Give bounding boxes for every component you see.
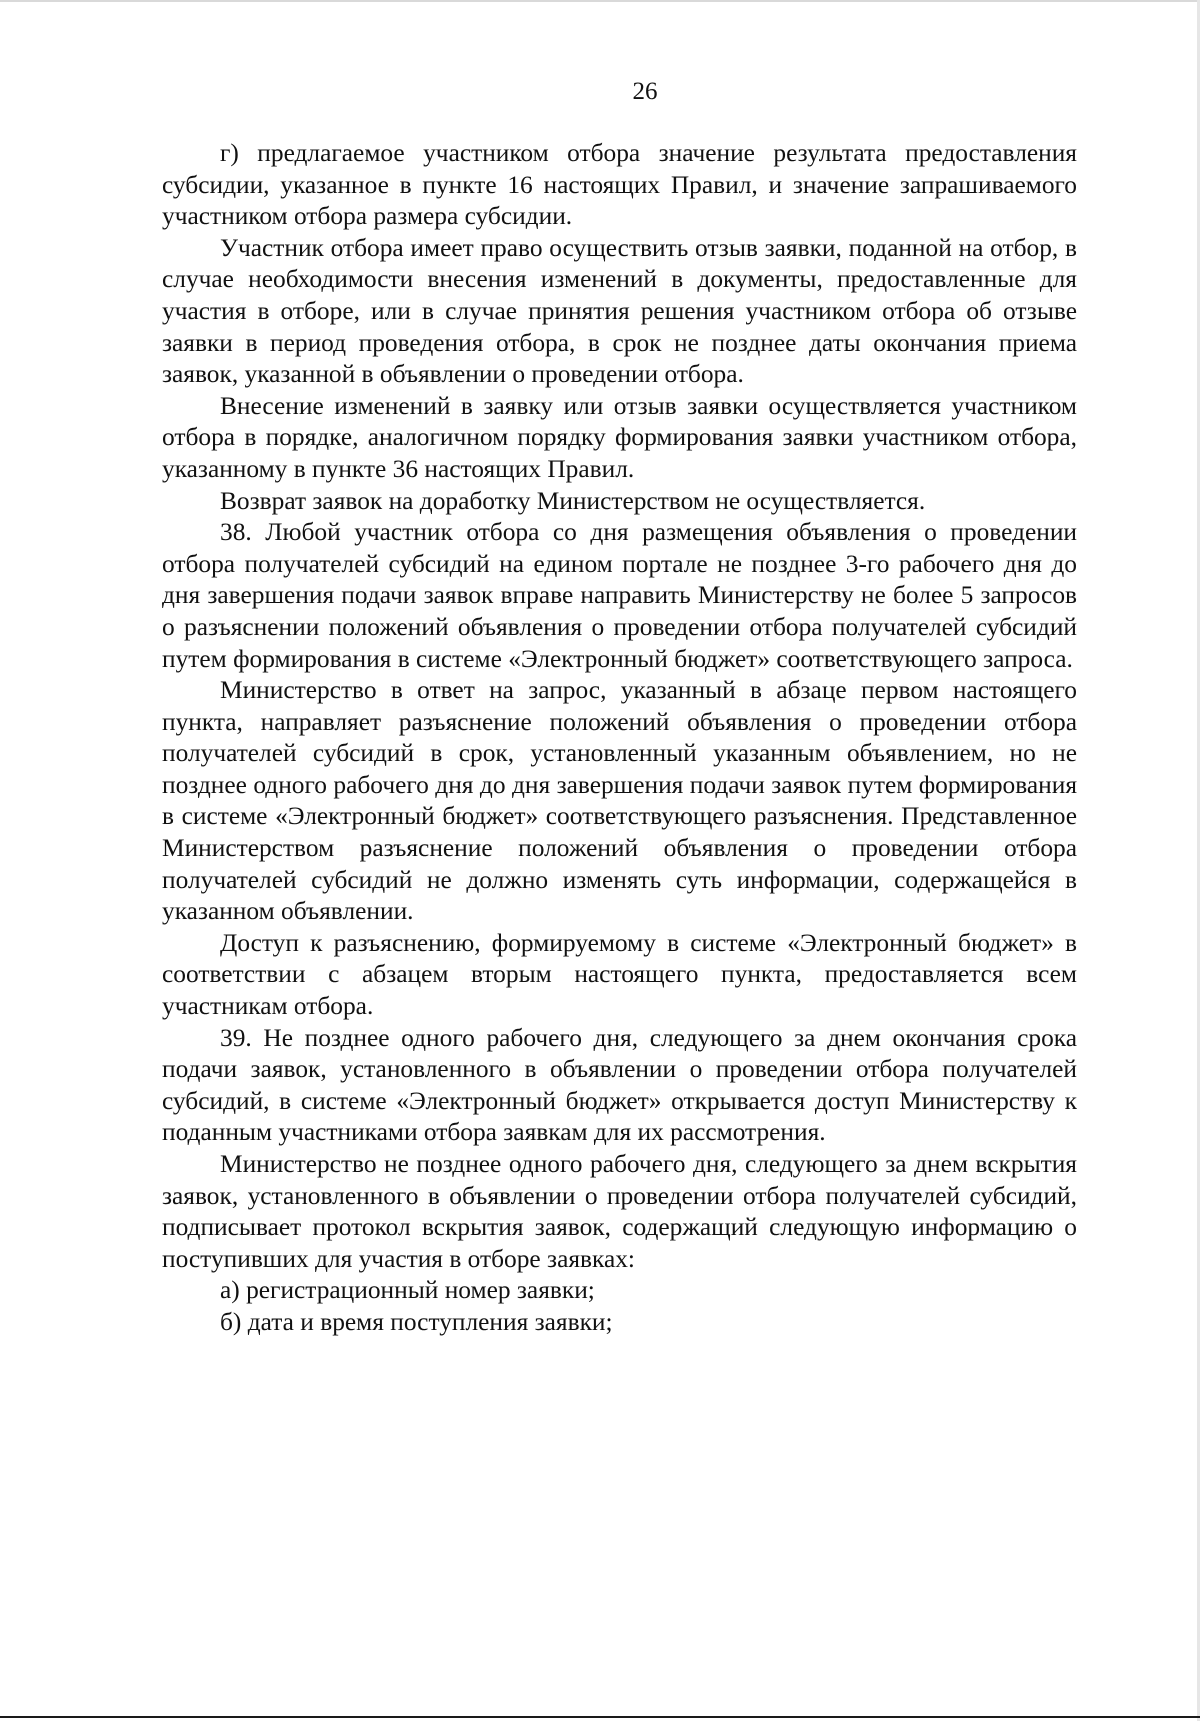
- list-item-b: б) дата и время поступления заявки;: [220, 1307, 613, 1336]
- scan-edge-top: [0, 0, 1200, 2]
- paragraph-ministry-response: Министерство в ответ на запрос, указанный в абзаце первом настоящего пункта, направляет разъяснение положений объявления о проведении отбора получателей субсидий в срок, установленный указанным объявлением, но не позднее одного рабочего дня до дня завершения подачи заявок путем формирования в системе «Электронный бюджет» соответствующего разъяснения. Представленное Министерством разъяснение положений объявления о проведении отбора получателей субсидий не должно изменять суть информации, содержащейся в указанном объявлении.: [162, 676, 1077, 926]
- document-body: [162, 138, 1077, 1339]
- list-item-a: а) регистрационный номер заявки;: [220, 1276, 595, 1305]
- paragraph-38-requests: 38. Любой участник отбора со дня размещения объявления о проведении отбора получателей субсидий на едином портале не позднее 3-го рабочего дня до дня завершения подачи заявок вправе направить Министерству не более 5 запросов о разъяснении положений объявления о проведении отбора получателей субсидий путем формирования в системе «Электронный бюджет» соответствующего запроса.: [162, 518, 1077, 673]
- paragraph-no-return: Возврат заявок на доработку Министерством не осуществляется.: [220, 486, 926, 515]
- paragraph-item-g: г) предлагаемое участником отбора значение результата предоставления субсидии, указанное в пункте 16 настоящих Правил, и значение запрашиваемого участником отбора размера субсидии.: [162, 139, 1077, 231]
- scan-edge-bottom: [0, 1716, 1200, 1718]
- paragraph-protocol: Министерство не позднее одного рабочего дня, следующего за днем вскрытия заявок, установленного в объявлении о проведении отбора получателей субсидий, подписывает протокол вскрытия заявок, содержащий следующую информацию о поступивших для участия в отборе заявках:: [162, 1150, 1077, 1273]
- paragraph-39-opening: 39. Не позднее одного рабочего дня, следующего за днем окончания срока подачи заявок, установленного в объявлении о проведении отбора получателей субсидий, в системе «Электронный бюджет» открывается доступ Министерству к поданным участниками отбора заявкам для их рассмотрения.: [162, 1023, 1077, 1147]
- paragraph-withdrawal-right: Участник отбора имеет право осуществить отзыв заявки, поданной на отбор, в случае необходимости внесения изменений в документы, предоставленные для участия в отборе, или в случае принятия решения участником отбора об отзыве заявки в период проведения отбора, в срок не позднее даты окончания приема заявок, указанной в объявлении о проведении отбора.: [162, 233, 1077, 389]
- page-number: 26: [632, 78, 658, 105]
- paragraph-access-clarification: Доступ к разъяснению, формируемому в системе «Электронный бюджет» в соответствии с абзацем вторым настоящего пункта, предоставляется всем участникам отбора.: [162, 928, 1077, 1021]
- paragraph-changes-procedure: Внесение изменений в заявку или отзыв заявки осуществляется участником отбора в порядке, аналогичном порядку формирования заявки участником отбора, указанному в пункте 36 настоящих Правил.: [162, 391, 1077, 483]
